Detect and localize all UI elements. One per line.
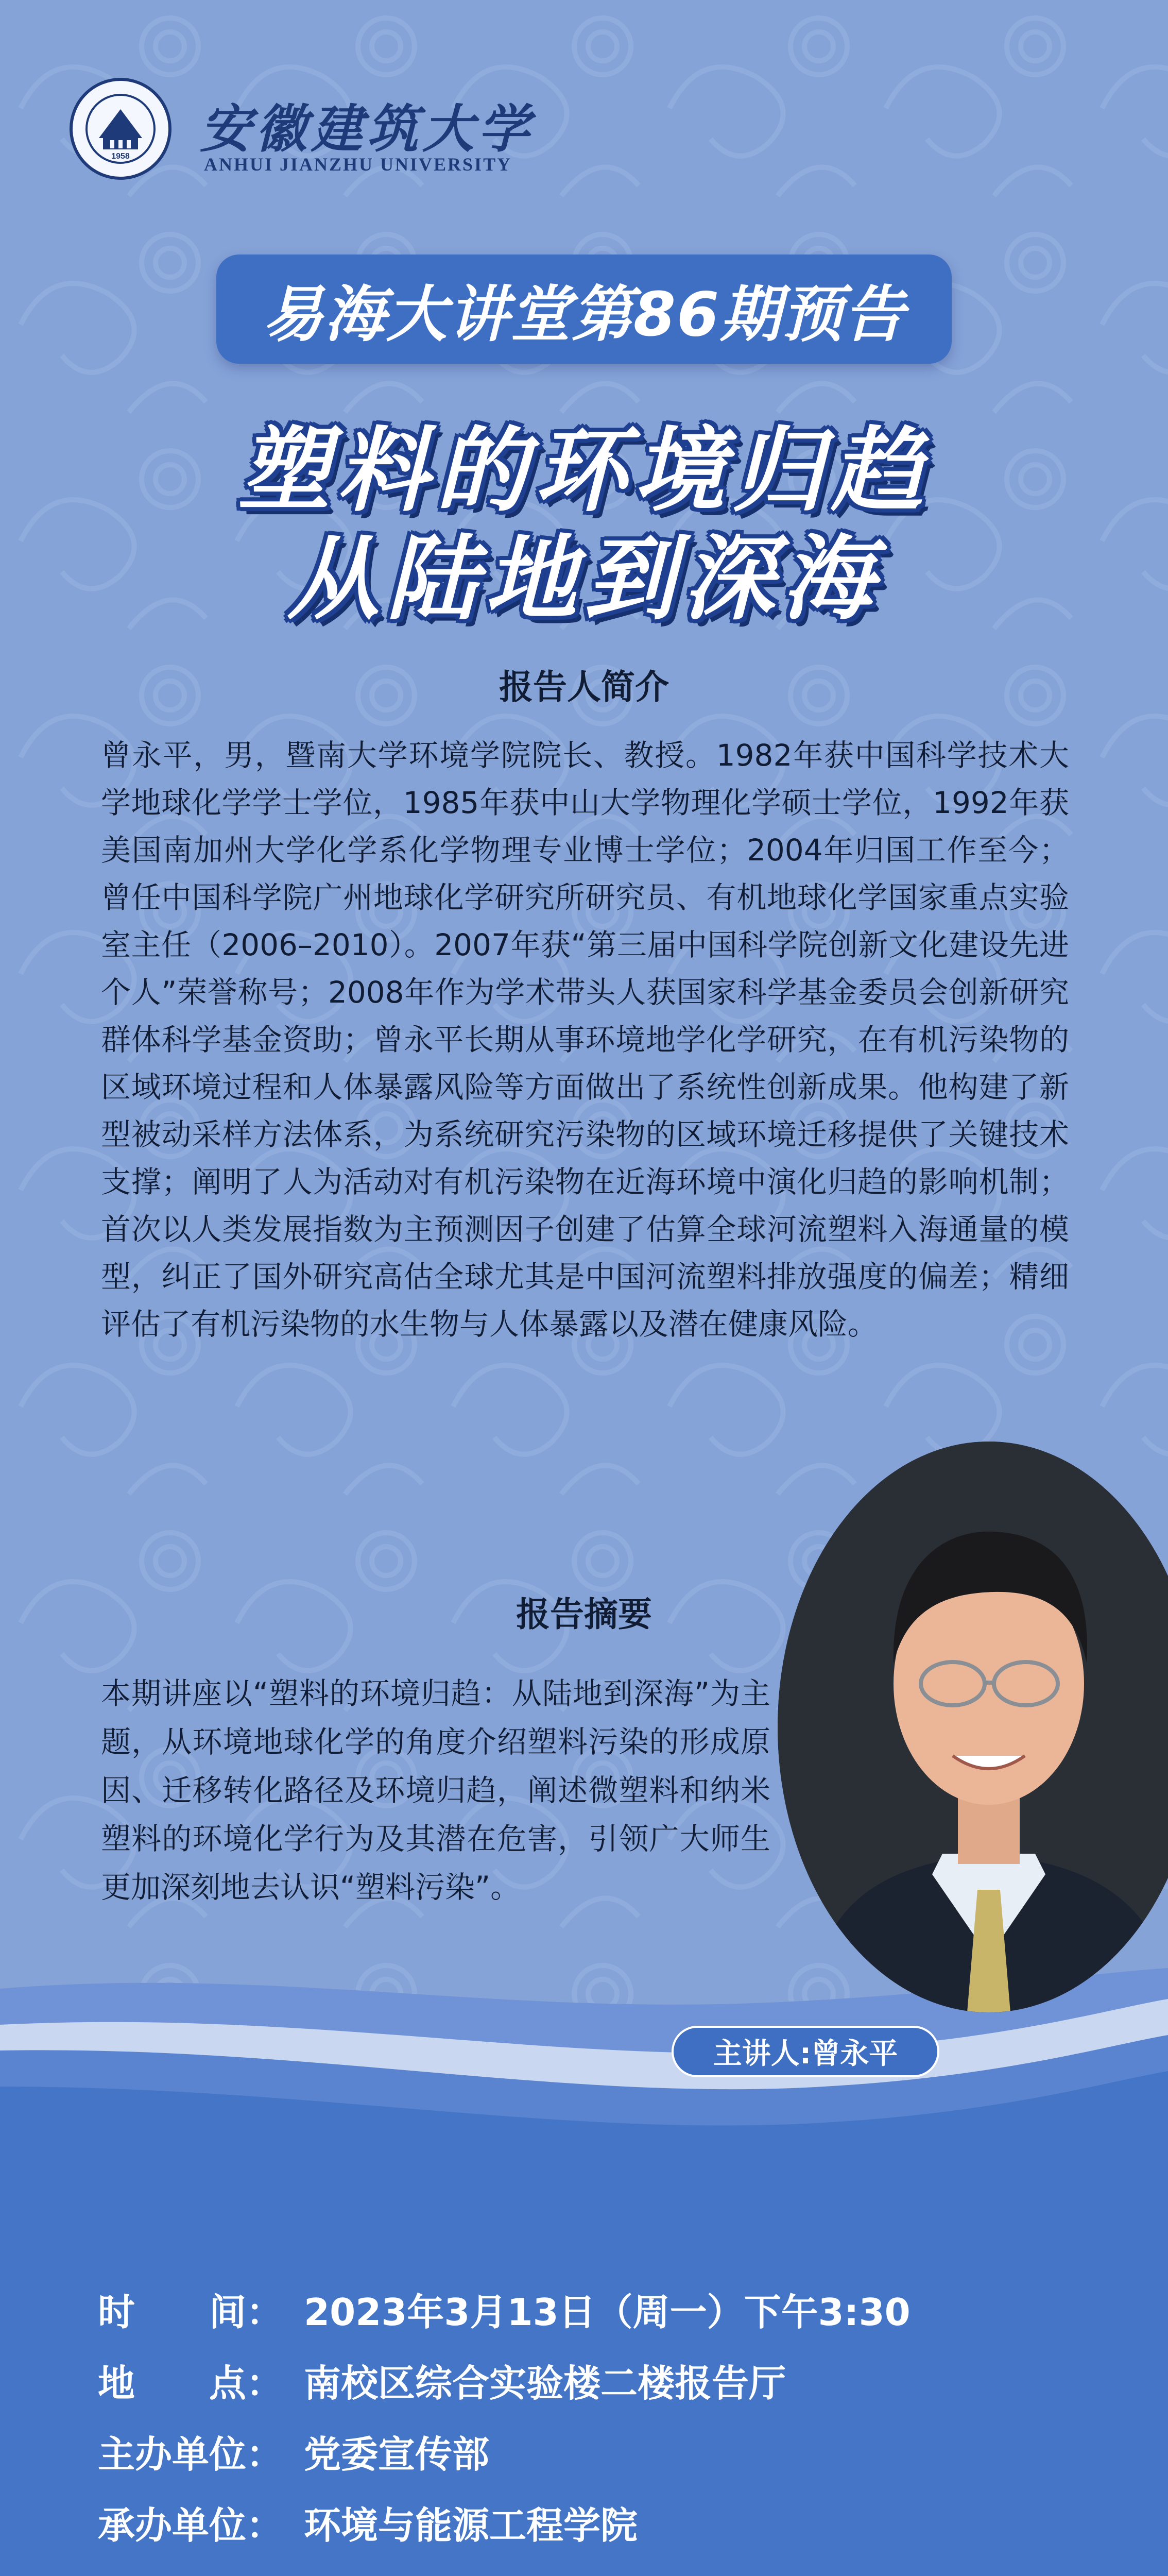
talk-title-line2: 从陆地到深海 <box>287 526 881 632</box>
info-organizer-row <box>98 2425 1076 2478</box>
abstract-text: 本期讲座以“塑料的环境归趋：从陆地到深海”为主题，从环境地球化学的角度介绍塑料污染的形成原因、迁移转化路径及环境归趋，阐述微塑料和纳米塑料的环境化学行为及其潜在危害，引领广大师生更加深刻地去认识“塑料污染”。 <box>101 1676 770 1905</box>
info-location-value: 南校区综合实验楼二楼报告厅 <box>304 2362 786 2405</box>
info-time-row <box>98 2282 1076 2336</box>
info-location-label: 地 点： <box>98 2362 284 2405</box>
speaker-intro-heading: 报告人简介 <box>499 667 669 707</box>
info-host-label: 承办单位： <box>98 2504 284 2547</box>
info-organizer-label: 主办单位： <box>98 2433 284 2476</box>
info-time-label: 时 间： <box>98 2291 284 2334</box>
info-time-value: 2023年3月13日（周一）下午3:30 <box>304 2291 911 2334</box>
speaker-name-tag: 主讲人:曾永平 <box>672 2026 939 2077</box>
info-location-row <box>98 2353 1076 2407</box>
speaker-bio: 曾永平，男，暨南大学环境学院院长、教授。1982年获中国科学技术大学地球化学学士学位，1985年获中山大学物理化学硕士学位，1992年获美国南加州大学化学系化学物理专业博士学位；2004年归国工作至今；曾任中国科学院广州地球化学研究所研究员、有机地球化学国家重点实验室主任（2006–2010）。2007年获“第三届中国科学院创新文化建设先进个人”荣誉称号；2008年作为学术带头人获国家科学基金委员会创新研究群体科学基金资助；曾永平长期从事环境地学化学研究，在有机污染物的区域环境过程和人体暴露风险等方面做出了系统性创新成果。他构建了新型被动采样方法体系，为系统研究污染物的区域环境迁移提供了关键技术支撑；阐明了人为活动对有机污染物在近海环境中演化归趋的影响机制；首次以人类发展指数为主预测因子创建了估算全球河流塑料入海通量的模型，纠正了国外研究高估全球尤其是中国河流塑料排放强度的偏差；精细评估了有机污染物的水生物与人体暴露以及潜在健康风险。 <box>101 738 1069 1342</box>
university-name-en: ANHUI JIANZHU UNIVERSITY <box>204 154 512 175</box>
info-host-row <box>98 2496 1076 2549</box>
svg-text:1958: 1958 <box>111 152 130 161</box>
banner-title: 易海大讲堂第86期预告 <box>262 279 906 350</box>
bottom-wave-band <box>0 1968 1168 2576</box>
university-name-cn: 安徽建筑大学 <box>200 98 534 159</box>
abstract-heading: 报告摘要 <box>516 1595 652 1634</box>
info-host-value: 环境与能源工程学院 <box>304 2504 638 2547</box>
info-organizer-value: 党委宣传部 <box>304 2433 490 2476</box>
lecture-series-banner <box>216 255 952 364</box>
university-seal-icon <box>69 77 172 180</box>
talk-title-line1: 塑料的环境归趋 <box>238 417 930 524</box>
